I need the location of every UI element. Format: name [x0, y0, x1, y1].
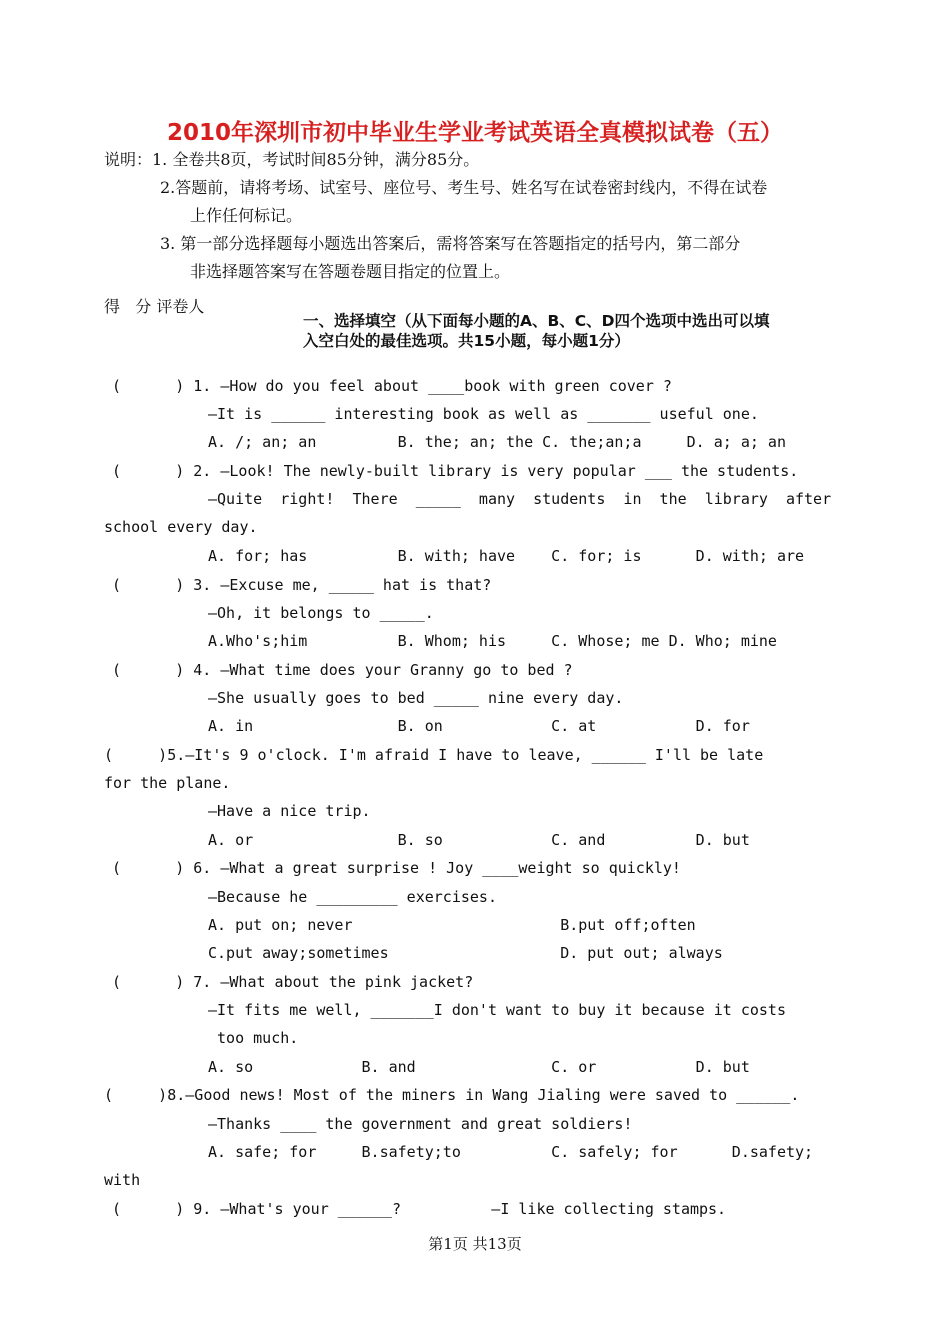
- section-heading-cont: 入空白处的最佳选项。共15小题，每小题1分）: [303, 332, 630, 350]
- question-6-reply: —Because he _________ exercises.: [208, 888, 497, 906]
- note-3: 3. 第一部分选择题每小题选出答案后，需将答案写在答题指定的括号内，第二部分: [160, 234, 741, 253]
- question-2-reply: —Quite right! There _____ many students in the library after: [208, 490, 832, 508]
- score-box-label: 得 分 评卷人: [104, 297, 205, 316]
- question-2-options: A. for; has B. with; have C. for; is D. with; are: [208, 547, 805, 565]
- question-8-reply: —Thanks ____ the government and great soldiers!: [208, 1115, 633, 1133]
- question-5-cont: for the plane.: [104, 774, 231, 792]
- note-2-cont: 上作任何标记。: [190, 206, 303, 225]
- question-2: ( ) 2. —Look! The newly-built library is very popular ___ the students.: [112, 462, 799, 480]
- question-8: ( )8.—Good news! Most of the miners in Wang Jialing were saved to ______.: [104, 1086, 800, 1104]
- question-7: ( ) 7. —What about the pink jacket?: [112, 973, 474, 991]
- question-3-options: A.Who's;him B. Whom; his C. Whose; me D. Who; mine: [208, 632, 777, 650]
- note-3-cont: 非选择题答案写在答题卷题目指定的位置上。: [190, 262, 511, 281]
- question-9: ( ) 9. —What's your ______? —I like collecting stamps.: [112, 1200, 727, 1218]
- question-7-options: A. so B. and C. or D. but: [208, 1058, 750, 1076]
- question-4: ( ) 4. —What time does your Granny go to bed ?: [112, 661, 573, 679]
- question-6: ( ) 6. —What a great surprise ! Joy ____weight so quickly!: [112, 859, 681, 877]
- page-footer: 第1页 共13页: [428, 1235, 522, 1253]
- question-5: ( )5.—It's 9 o'clock. I'm afraid I have to leave, ______ I'll be late: [104, 746, 764, 764]
- question-7-reply-cont: too much.: [208, 1029, 299, 1047]
- section-heading: 一、选择填空（从下面每小题的A、B、C、D四个选项中选出可以填: [303, 312, 770, 330]
- question-5-reply: —Have a nice trip.: [208, 802, 371, 820]
- note-1: 说明：1. 全卷共8页，考试时间85分钟，满分85分。: [104, 150, 480, 169]
- question-1-reply: —It is ______ interesting book as well as _______ useful one.: [208, 405, 759, 423]
- question-3: ( ) 3. —Excuse me, _____ hat is that?: [112, 576, 492, 594]
- exam-title: 2010年深圳市初中毕业生学业考试英语全真模拟试卷（五）: [166, 120, 783, 146]
- question-1-options: A. /; an; an B. the; an; the C. the;an;a D. a; a; an: [208, 433, 786, 451]
- question-5-options: A. or B. so C. and D. but: [208, 831, 750, 849]
- question-4-reply: —She usually goes to bed _____ nine every day.: [208, 689, 624, 707]
- question-1: ( ) 1. —How do you feel about ____book with green cover ?: [112, 377, 672, 395]
- question-4-options: A. in B. on C. at D. for: [208, 717, 750, 735]
- note-2: 2.答题前，请将考场、试室号、座位号、考生号、姓名写在试卷密封线内，不得在试卷: [160, 178, 768, 197]
- question-8-options-cont: with: [104, 1171, 141, 1189]
- question-6-options-cd: C.put away;sometimes D. put out; always: [208, 944, 723, 962]
- question-3-reply: —Oh, it belongs to _____.: [208, 604, 434, 622]
- question-2-reply-cont: school every day.: [104, 518, 258, 536]
- question-7-reply: —It fits me well, _______I don't want to buy it because it costs: [208, 1001, 786, 1019]
- question-8-options: A. safe; for B.safety;to C. safely; for D.safety;: [208, 1143, 814, 1161]
- question-6-options-ab: A. put on; never B.put off;often: [208, 916, 696, 934]
